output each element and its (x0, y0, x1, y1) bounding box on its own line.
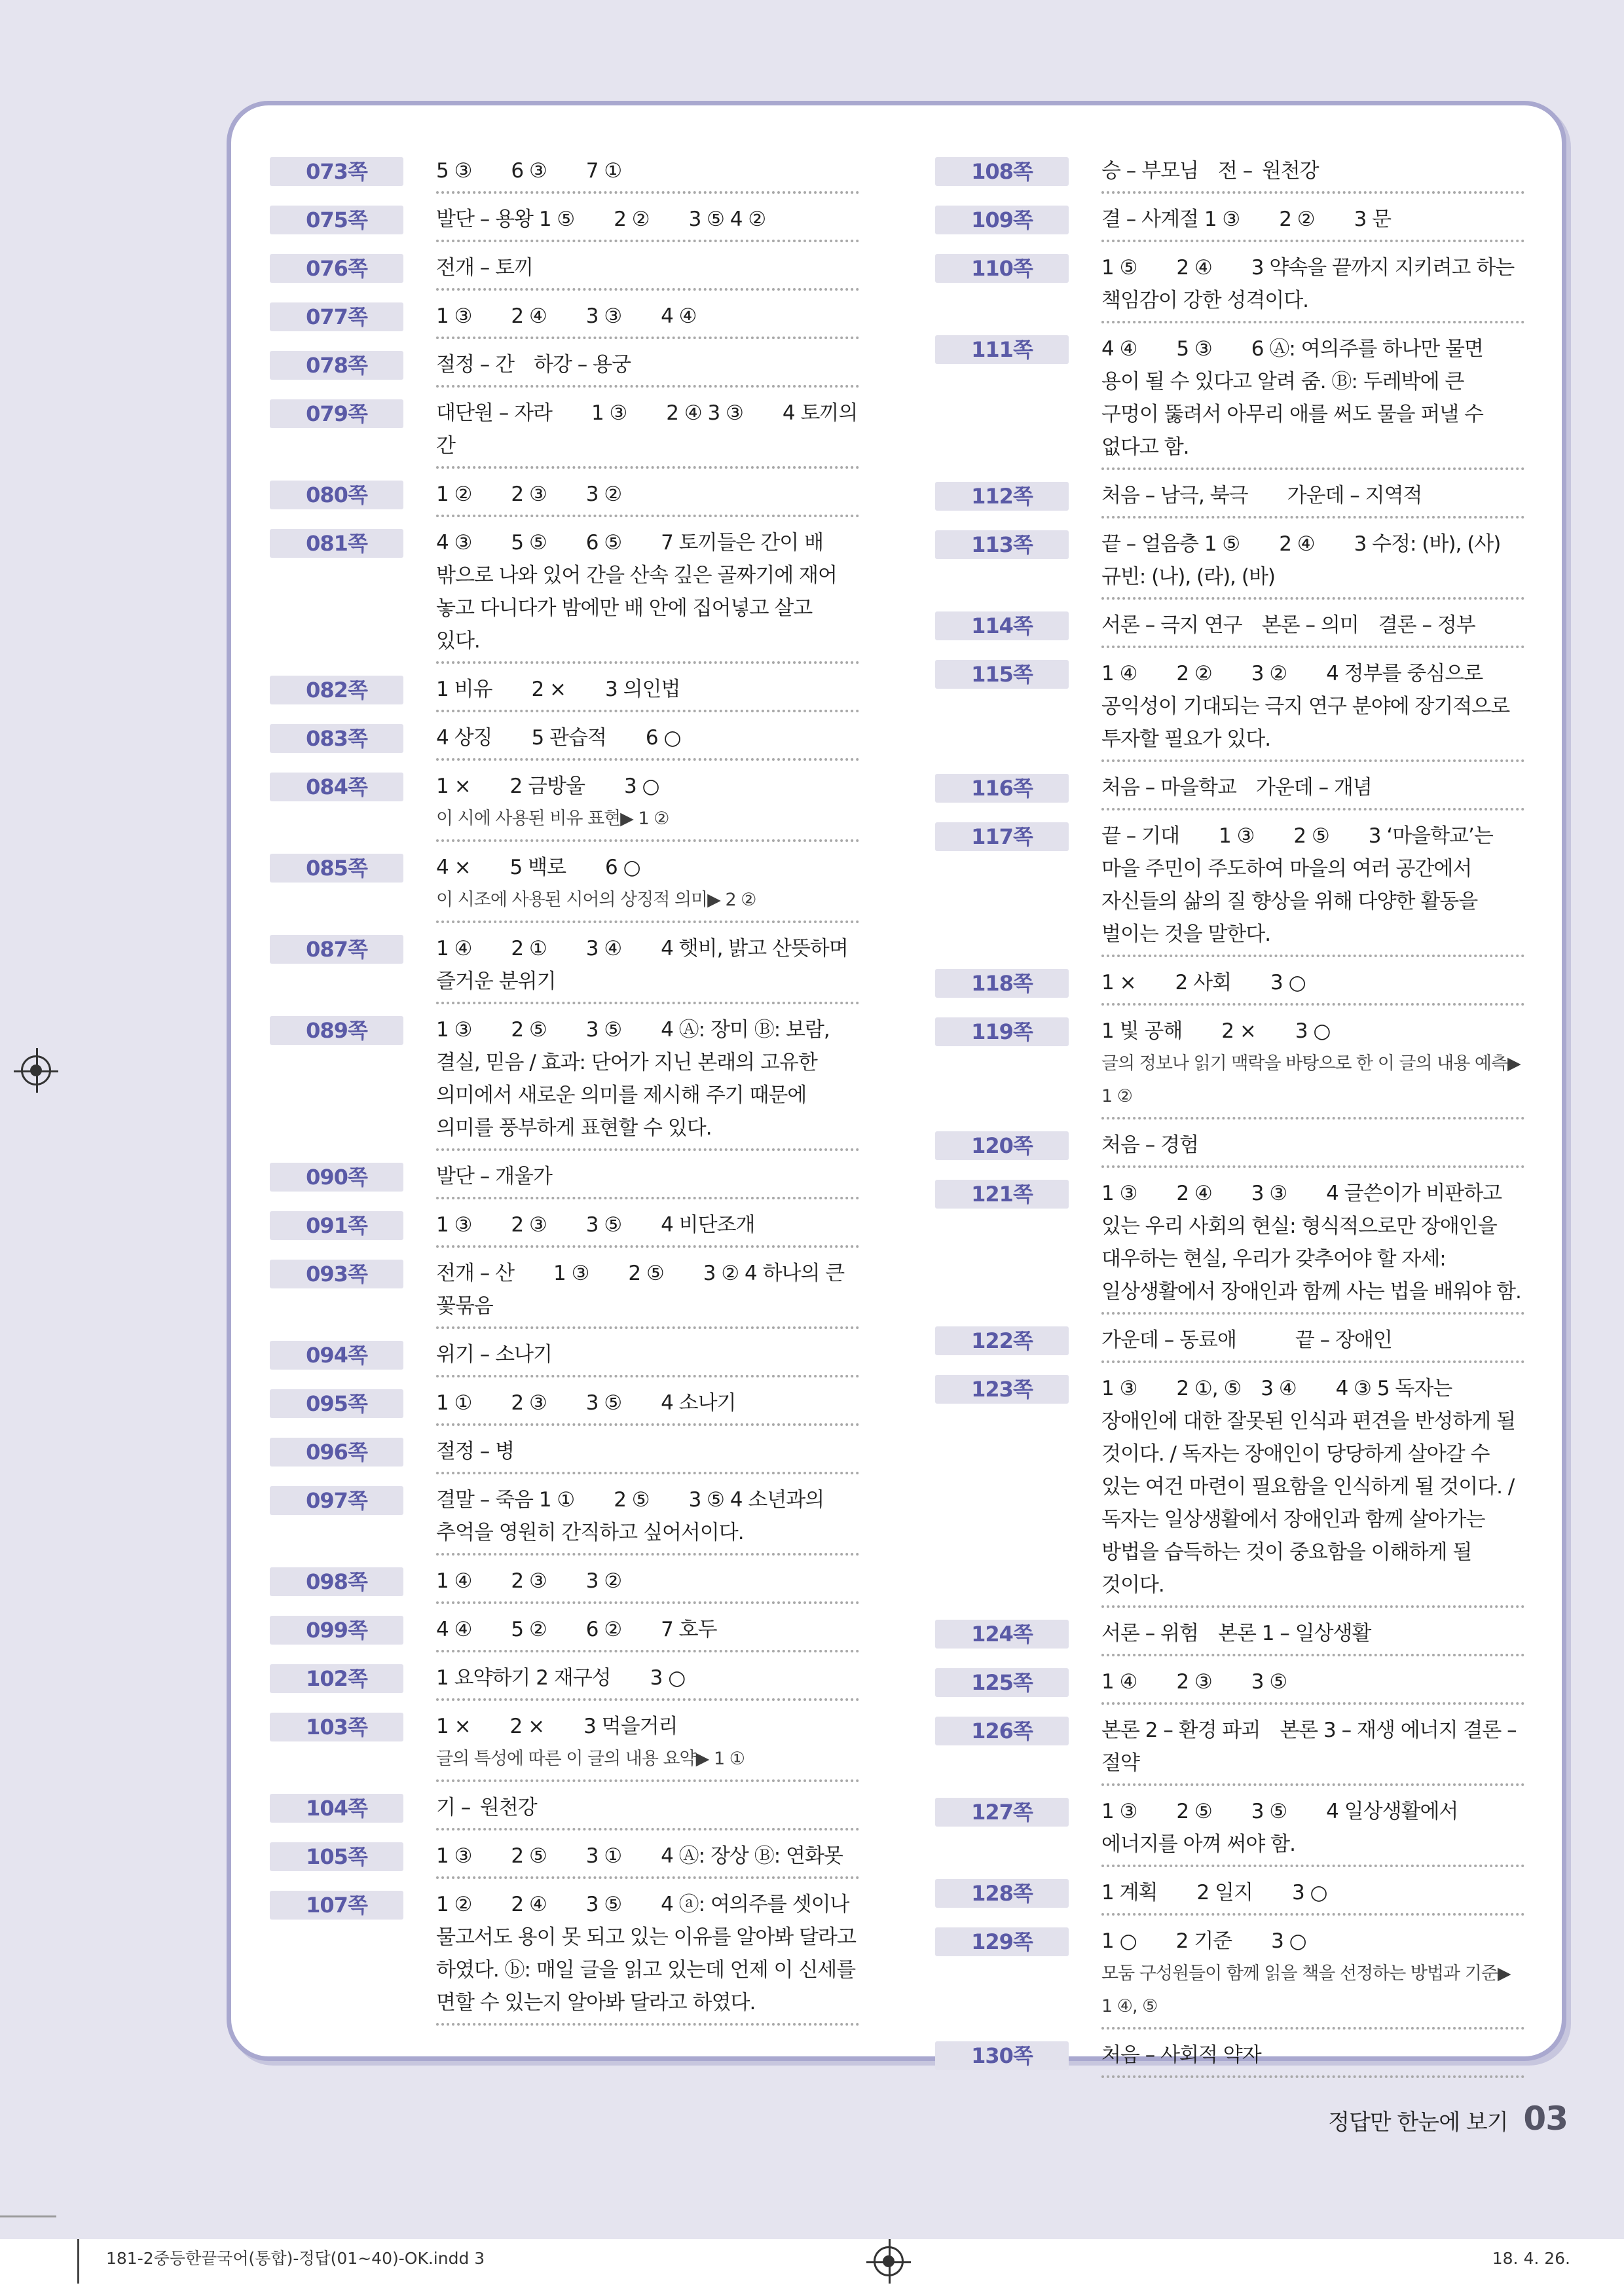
answer-text: 1 ③ 2 ④ 3 ③ 4 글쓴이가 비판하고 있는 우리 사회의 현실: 형식적으로만 장애인을 대우하는 현실, 우리가 갖추어야 할 자세: 일상생활에서 장애인과 함께 사는 법을 배워야 함. (1101, 1182, 1521, 1303)
answer-text: 결말 – 죽음 1 ① 2 ⑤ 3 ⑤ 4 소년과의 추억을 영원히 간직하고 싶어서이다. (436, 1488, 824, 1544)
answer-block (1101, 155, 1524, 194)
page-tag: 085쪽 (270, 854, 403, 883)
answer-block (436, 1257, 859, 1329)
answer-entry (935, 1015, 1524, 1120)
answer-block (436, 1013, 859, 1151)
page-tag: 127쪽 (935, 1798, 1069, 1827)
answer-text: 서론 – 위험 본론 1 – 일상생활 (1101, 1622, 1371, 1645)
answer-block (436, 1338, 859, 1377)
answer-text: 5 ③ 6 ③ 7 ① (436, 159, 622, 183)
page-tag: 123쪽 (935, 1375, 1069, 1404)
answer-block (1101, 2039, 1524, 2078)
answer-text: 처음 – 경험 (1101, 1133, 1198, 1157)
answer-text: 1 ④ 2 ① 3 ④ 4 햇비, 밝고 산뜻하며 즐거운 분위기 (436, 937, 848, 993)
answer-entry (935, 333, 1524, 470)
answer-text: 1 ③ 2 ⑤ 3 ⑤ 4 Ⓐ: 장미 Ⓑ: 보람, 결실, 믿음 / 효과: 단어가 지닌 본래의 고유한 의미에서 새로운 의미를 제시해 주기 때문에 의미를 풍부하게 표현할 수 있다. (436, 1018, 830, 1140)
answer-block (1101, 203, 1524, 242)
page-tag: 107쪽 (270, 1891, 403, 1920)
page-tag: 103쪽 (270, 1713, 403, 1741)
answer-text: 4 ④ 5 ③ 6 Ⓐ: 여의주를 하나만 물면 용이 될 수 있다고 알려 줌. Ⓑ: 두레박에 큰 구멍이 뚫려서 아무리 애를 써도 물을 퍼낼 수 없다고 함. (1101, 337, 1484, 459)
answer-entry (935, 155, 1524, 194)
answer-text: 1 ③ 2 ①, ⑤ 3 ④ 4 ③ 5 독자는 장애인에 대한 잘못된 인식과 편견을 반성하게 될 것이다. / 독자는 장애인이 당당하게 살아갈 수 있는 여건 마련이 필요함을 인식하게 될 것이다. / 독자는 일상생활에서 장애인과 함께 살아가는 방법을 습득하는 것이 중요함을 이해하게 될 것이다. (1101, 1377, 1516, 1597)
answer-entry (935, 1372, 1524, 1608)
page-tag: 124쪽 (935, 1620, 1069, 1649)
answer-entry (935, 1714, 1524, 1786)
page-tag: 105쪽 (270, 1842, 403, 1871)
answer-entry (270, 673, 859, 712)
page-tag: 079쪽 (270, 399, 403, 428)
page-tag: 122쪽 (935, 1326, 1069, 1355)
page-tag: 090쪽 (270, 1163, 403, 1192)
page-tag: 091쪽 (270, 1211, 403, 1240)
right-answer-column (935, 155, 1524, 2087)
answer-text: 처음 – 남극, 북극 가운데 – 지역적 (1101, 484, 1422, 507)
answer-entry (935, 1617, 1524, 1656)
page-number: 03 (1523, 2100, 1568, 2138)
answer-text: 1 ③ 2 ④ 3 ③ 4 ④ (436, 304, 697, 328)
answer-text: 절정 – 간 하강 – 용궁 (436, 353, 631, 376)
page-tag: 080쪽 (270, 481, 403, 509)
answer-block (436, 1791, 859, 1831)
answer-text: 끝 – 얼음층 1 ⑤ 2 ④ 3 수정: (바), (사) 규빈: (나), (라), (바) (1101, 532, 1501, 589)
answer-block (1101, 1324, 1524, 1363)
answer-block (436, 851, 859, 923)
answer-entry (935, 1324, 1524, 1363)
answer-block (1101, 609, 1524, 648)
answer-text: 승 – 부모님 전 – 원천강 (1101, 159, 1319, 183)
answer-text: 1 ③ 2 ⑤ 3 ① 4 Ⓐ: 장상 Ⓑ: 연화못 (436, 1844, 843, 1868)
page-tag: 104쪽 (270, 1794, 403, 1823)
answer-text: 1 ③ 2 ⑤ 3 ⑤ 4 일상생활에서 에너지를 아껴 써야 함. (1101, 1800, 1458, 1856)
answer-text: 1 × 2 × 3 먹을거리 (436, 1715, 678, 1738)
answer-block (436, 1888, 859, 2026)
page-tag: 118쪽 (935, 969, 1069, 998)
answer-block (436, 1435, 859, 1474)
page-tag: 126쪽 (935, 1717, 1069, 1745)
answer-block (436, 1484, 859, 1556)
answer-hint: 글의 특성에 따른 이 글의 내용 요약▶ 1 ① (436, 1749, 745, 1769)
answer-entry (935, 1876, 1524, 1916)
answer-text: 가운데 – 동료애 끝 – 장애인 (1101, 1328, 1392, 1352)
answer-text: 4 상징 5 관습적 6 ○ (436, 726, 681, 750)
page-tag: 082쪽 (270, 676, 403, 704)
page-tag: 073쪽 (270, 157, 403, 186)
page-tag: 116쪽 (935, 774, 1069, 803)
answer-text: 절정 – 병 (436, 1440, 515, 1463)
answer-hint: 이 시조에 사용된 시어의 상징적 의미▶ 2 ② (436, 890, 756, 910)
answer-entry (935, 609, 1524, 648)
answer-entry (270, 1791, 859, 1831)
answer-block (1101, 657, 1524, 762)
left-answer-column (270, 155, 859, 2035)
page-tag: 125쪽 (935, 1668, 1069, 1697)
answer-block (1101, 1177, 1524, 1315)
answer-block (436, 1840, 859, 1879)
answer-block (436, 251, 859, 291)
page-tag: 109쪽 (935, 206, 1069, 234)
answer-entry (270, 1338, 859, 1377)
answer-block (436, 300, 859, 339)
page-tag: 089쪽 (270, 1016, 403, 1045)
answer-block (436, 673, 859, 712)
page-tag: 083쪽 (270, 724, 403, 753)
answer-text: 결 – 사계절 1 ③ 2 ② 3 문 (1101, 208, 1392, 231)
answer-entry (935, 771, 1524, 811)
page-tag: 077쪽 (270, 302, 403, 331)
answer-text: 전개 – 토끼 (436, 256, 533, 280)
answer-entry (270, 348, 859, 388)
answer-text: 1 ② 2 ④ 3 ⑤ 4 ⓐ: 여의주를 셋이나 물고서도 용이 못 되고 있는 이유를 알아봐 달라고 하였다. ⓑ: 매일 글을 읽고 있는데 언제 이 신세를 면할 수 있는지 알아봐 달라고 하였다. (436, 1893, 856, 2014)
answer-text: 발단 – 용왕 1 ⑤ 2 ② 3 ⑤ 4 ② (436, 208, 766, 231)
answer-hint: 글의 정보나 읽기 맥락을 바탕으로 한 이 글의 내용 예측▶ 1 ② (1101, 1053, 1521, 1106)
page-tag: 087쪽 (270, 935, 403, 964)
answer-text: 1 × 2 사회 3 ○ (1101, 971, 1306, 994)
answer-text: 1 빛 공해 2 × 3 ○ (1101, 1019, 1331, 1043)
answer-text: 위기 – 소나기 (436, 1343, 552, 1366)
footer-label: 정답만 한눈에 보기 (1328, 2109, 1508, 2136)
answer-entry (935, 1666, 1524, 1705)
page-tag: 119쪽 (935, 1017, 1069, 1046)
page-tag: 111쪽 (935, 335, 1069, 364)
page-tag: 076쪽 (270, 254, 403, 283)
answer-block (1101, 1714, 1524, 1786)
footer (1328, 2099, 1568, 2142)
page-tag: 097쪽 (270, 1486, 403, 1515)
answer-text: 본론 2 – 환경 파괴 본론 3 – 재생 에너지 결론 – 절약 (1101, 1719, 1517, 1775)
answer-entry (935, 657, 1524, 762)
answer-block (1101, 1795, 1524, 1867)
answer-text: 끝 – 기대 1 ③ 2 ⑤ 3 ‘마을학교’는 마을 주민이 주도하여 마을의 여러 공간에서 자신들의 삶의 질 향상을 위해 다양한 활동을 벌이는 것을 말한다. (1101, 824, 1493, 946)
answer-block (436, 397, 859, 469)
answer-entry (270, 1710, 859, 1782)
page-tag: 110쪽 (935, 254, 1069, 283)
answer-text: 발단 – 개울가 (436, 1165, 552, 1188)
answer-block (436, 721, 859, 761)
answer-text: 1 ② 2 ③ 3 ② (436, 483, 622, 506)
answer-hint: 이 시에 사용된 비유 표현▶ 1 ② (436, 809, 669, 829)
answer-block (436, 932, 859, 1004)
answer-entry (935, 820, 1524, 957)
page-tag: 078쪽 (270, 351, 403, 380)
answer-entry (270, 721, 859, 761)
answer-text: 4 ④ 5 ② 6 ② 7 호두 (436, 1618, 717, 1641)
answer-entry (270, 1257, 859, 1329)
answer-entry (935, 528, 1524, 600)
answer-entry (935, 251, 1524, 323)
answer-text: 전개 – 산 1 ③ 2 ⑤ 3 ② 4 하나의 큰 꽃묶음 (436, 1262, 845, 1318)
page-tag: 113쪽 (935, 530, 1069, 559)
answer-block (1101, 528, 1524, 600)
answer-block (1101, 251, 1524, 323)
answer-text: 1 ④ 2 ② 3 ② 4 정부를 중심으로 공익성이 기대되는 극지 연구 분야에 장기적으로 투자할 필요가 있다. (1101, 662, 1510, 751)
answer-block (1101, 1876, 1524, 1916)
answer-block (436, 203, 859, 242)
answer-text: 1 ④ 2 ③ 3 ② (436, 1569, 622, 1593)
page-tag: 102쪽 (270, 1664, 403, 1693)
answer-hint: 모둠 구성원들이 함께 읽을 책을 선정하는 방법과 기준▶ 1 ④, ⑤ (1101, 1963, 1511, 2016)
answer-entry (270, 478, 859, 517)
page-tag: 075쪽 (270, 206, 403, 234)
page-tag: 108쪽 (935, 157, 1069, 186)
answer-block (1101, 1015, 1524, 1120)
crop-mark-vertical (77, 2239, 79, 2284)
answer-block (436, 526, 859, 664)
answer-text: 4 ③ 5 ⑤ 6 ⑤ 7 토끼들은 간이 배 밖으로 나와 있어 간을 산속 깊은 골짜기에 재어 놓고 다니다가 밤에만 배 안에 집어넣고 살고 있다. (436, 531, 837, 653)
answer-entry (270, 155, 859, 194)
answer-block (1101, 1617, 1524, 1656)
answer-block (1101, 1666, 1524, 1705)
answer-block (436, 1710, 859, 1782)
answer-text: 1 ⑤ 2 ④ 3 약속을 끝까지 지키려고 하는 책임감이 강한 성격이다. (1101, 256, 1515, 312)
answer-block (1101, 820, 1524, 957)
page-tag: 098쪽 (270, 1567, 403, 1596)
page-tag: 112쪽 (935, 482, 1069, 511)
answer-entry (270, 1160, 859, 1199)
registration-mark-bottom-icon (874, 2246, 904, 2276)
answer-text: 4 × 5 백로 6 ○ (436, 856, 640, 879)
answer-block (436, 770, 859, 842)
page-tag: 114쪽 (935, 611, 1069, 640)
answer-text: 처음 – 마을학교 가운데 – 개념 (1101, 776, 1372, 799)
page-tag: 121쪽 (935, 1180, 1069, 1209)
answer-entry (270, 1565, 859, 1604)
slug-date: 18. 4. 26. (1492, 2249, 1570, 2268)
answer-entry (270, 1888, 859, 2026)
answer-entry (270, 1662, 859, 1701)
answer-entry (270, 851, 859, 923)
answer-entry (270, 203, 859, 242)
answer-text: 1 × 2 금방울 3 ○ (436, 774, 659, 798)
answer-block (1101, 1925, 1524, 2030)
answer-entry (270, 1387, 859, 1426)
answer-block (436, 478, 859, 517)
page-tag: 120쪽 (935, 1131, 1069, 1160)
answer-block (436, 1160, 859, 1199)
answer-entry (270, 1484, 859, 1556)
crop-mark-horizontal (0, 2215, 56, 2217)
answer-block (436, 1387, 859, 1426)
answer-text: 1 ③ 2 ③ 3 ⑤ 4 비단조개 (436, 1213, 755, 1237)
answer-block (1101, 1372, 1524, 1608)
answer-block (1101, 1129, 1524, 1168)
answer-entry (270, 1013, 859, 1151)
page-tag: 096쪽 (270, 1438, 403, 1467)
slug-file-name: 181-2중등한끝국어(통합)-정답(01~40)-OK.indd 3 (106, 2249, 485, 2268)
answer-text: 1 ○ 2 기준 3 ○ (1101, 1929, 1306, 1953)
page-tag: 081쪽 (270, 529, 403, 558)
answer-text: 서론 – 극지 연구 본론 – 의미 결론 – 정부 (1101, 613, 1475, 637)
answer-entry (270, 1209, 859, 1248)
answer-text: 1 계획 2 일지 3 ○ (1101, 1881, 1327, 1904)
answer-entry (270, 932, 859, 1004)
answer-block (1101, 333, 1524, 470)
answer-block (436, 1662, 859, 1701)
answer-entry (935, 1795, 1524, 1867)
answer-block (1101, 966, 1524, 1006)
page-tag: 130쪽 (935, 2041, 1069, 2070)
answer-entry (935, 1129, 1524, 1168)
page-tag: 093쪽 (270, 1260, 403, 1288)
answer-text: 처음 – 사회적 약자 (1101, 2043, 1261, 2067)
page-tag: 094쪽 (270, 1341, 403, 1370)
answer-entry (270, 1435, 859, 1474)
answer-entry (935, 1177, 1524, 1315)
answer-text: 대단원 – 자라 1 ③ 2 ④ 3 ③ 4 토끼의 간 (436, 401, 858, 458)
answer-entry (935, 966, 1524, 1006)
answer-entry (270, 1613, 859, 1652)
answer-entry (270, 1840, 859, 1879)
page-tag: 117쪽 (935, 822, 1069, 851)
answer-block (436, 1209, 859, 1248)
answer-block (436, 1565, 859, 1604)
answer-entry (935, 1925, 1524, 2030)
answer-entry (270, 300, 859, 339)
answer-text: 1 ④ 2 ③ 3 ⑤ (1101, 1670, 1287, 1694)
answer-text: 1 요약하기 2 재구성 3 ○ (436, 1666, 686, 1690)
answer-text: 기 – 원천강 (436, 1796, 537, 1819)
answer-entry (935, 2039, 1524, 2078)
registration-mark-left-icon (21, 1055, 51, 1085)
answer-entry (270, 397, 859, 469)
page-tag: 128쪽 (935, 1879, 1069, 1908)
answer-entry (270, 770, 859, 842)
page-tag: 099쪽 (270, 1616, 403, 1645)
answer-block (1101, 479, 1524, 519)
answer-entry (935, 203, 1524, 242)
page-tag: 129쪽 (935, 1927, 1069, 1956)
page-tag: 115쪽 (935, 660, 1069, 689)
answer-text: 1 ① 2 ③ 3 ⑤ 4 소나기 (436, 1391, 736, 1415)
answer-text: 1 비유 2 × 3 의인법 (436, 678, 680, 701)
answer-block (436, 155, 859, 194)
page-tag: 095쪽 (270, 1389, 403, 1418)
answer-entry (270, 526, 859, 664)
page-tag: 084쪽 (270, 773, 403, 801)
answer-block (436, 1613, 859, 1652)
answer-entry (935, 479, 1524, 519)
answer-block (1101, 771, 1524, 811)
answer-block (436, 348, 859, 388)
answer-entry (270, 251, 859, 291)
